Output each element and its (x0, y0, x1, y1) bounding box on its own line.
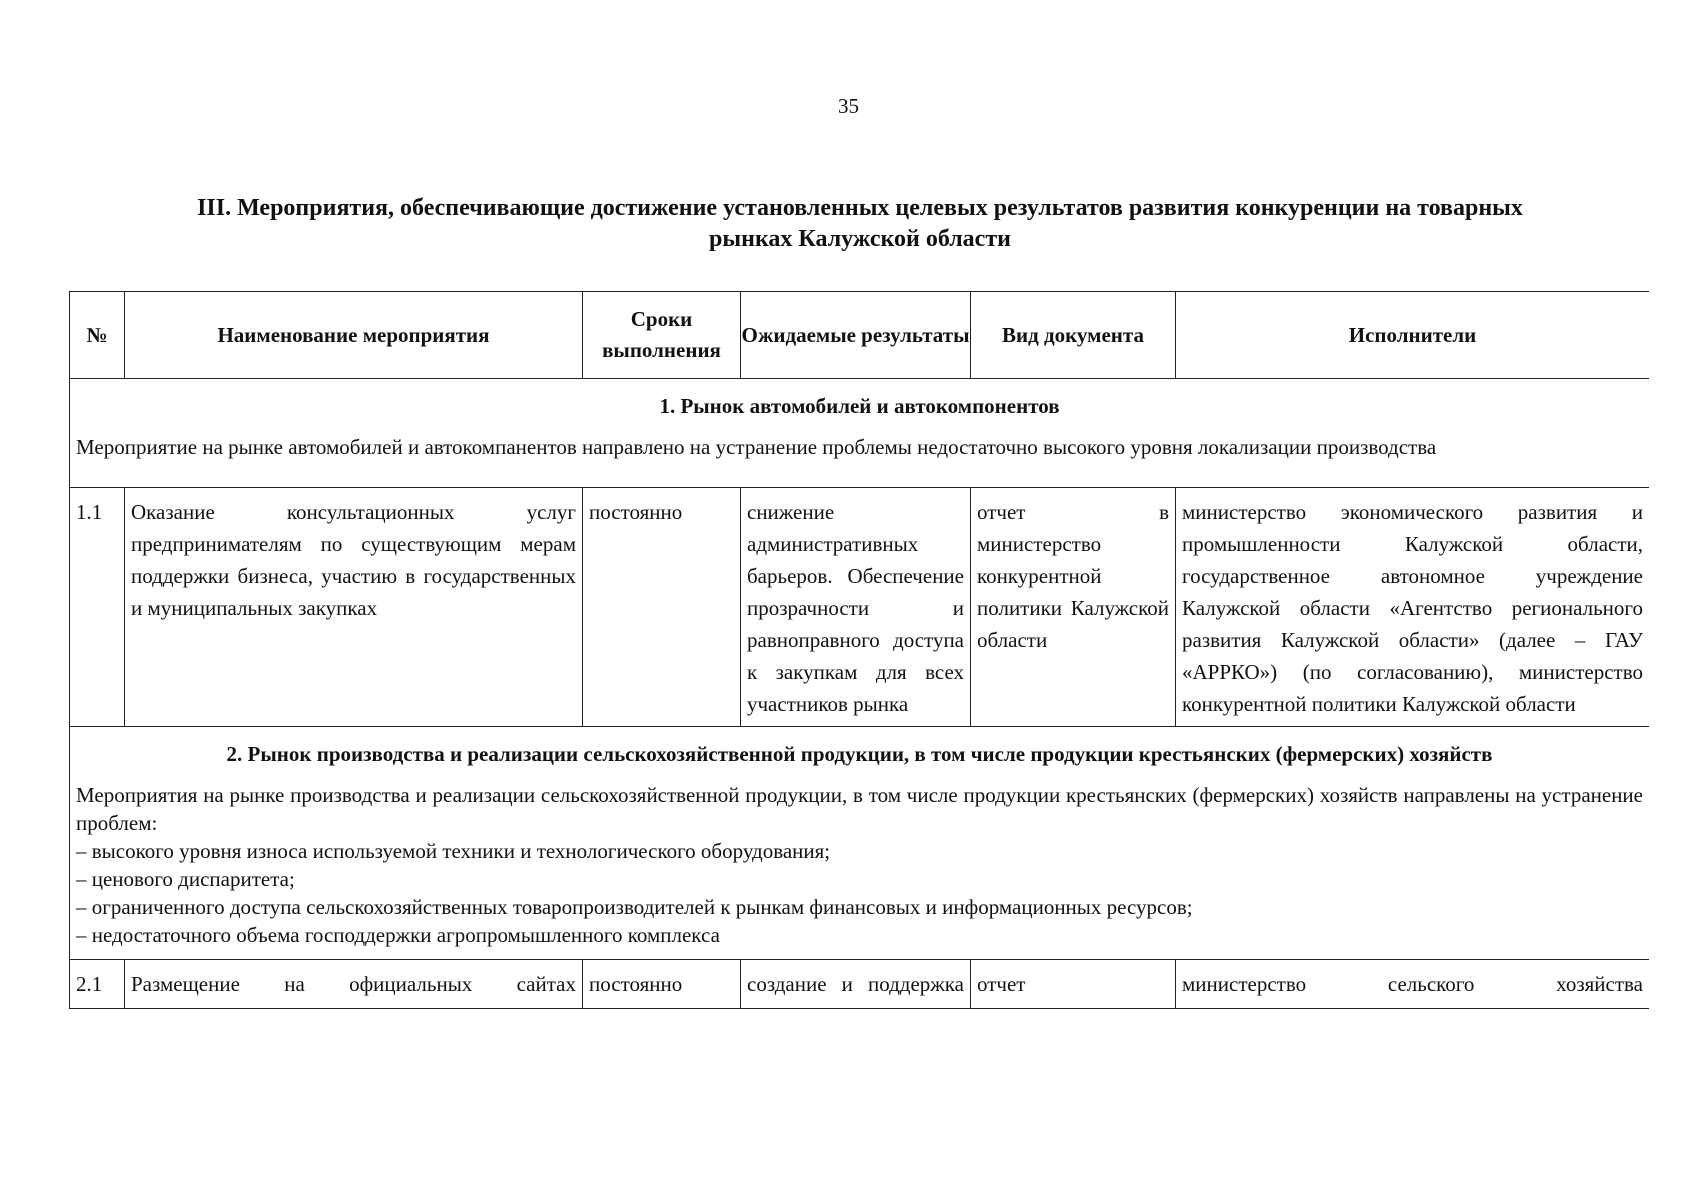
section-1-title: 1. Рынок автомобилей и автокомпонентов (659, 394, 1060, 418)
header-results: Ожидаемые результаты (741, 292, 971, 379)
document-title-line-1: III. Мероприятия, обеспечивающие достижение установленных целевых результатов развития конкуренции на товарных (197, 195, 1523, 221)
row-1-1-num (70, 488, 125, 727)
row-doc-type-text: отчет (977, 972, 1026, 996)
row-name-text: Оказание консультационных услуг предпринимателям по существующим мерам поддержки бизнеса, участию в государственных и муниципальных закупках (131, 500, 576, 620)
section-1-cell (70, 379, 1650, 488)
section-1-row (70, 379, 1650, 488)
measures-table (69, 291, 1649, 1009)
table-row (70, 488, 1650, 727)
document-title (110, 193, 1610, 255)
row-1-1-results (741, 488, 971, 727)
row-1-1-executors (1176, 488, 1650, 727)
header-num: № (70, 292, 125, 379)
row-terms-text: постоянно (589, 972, 683, 996)
section-2-problem-1: – высокого уровня износа используемой техники и технологического оборудования; (76, 839, 831, 863)
section-1-description: Мероприятие на рынке автомобилей и автокомпанентов направлено на устранение проблемы недостаточно высокого уровня локализации производства (76, 435, 1437, 459)
section-2-problem-2: – ценового диспаритета; (76, 867, 295, 891)
section-2-description-block (70, 773, 1649, 959)
row-name-text: Размещение на официальных сайтах (131, 972, 576, 996)
table-header-row (70, 292, 1650, 379)
row-results-text: создание и поддержка (747, 972, 964, 996)
row-1-1-terms (583, 488, 741, 727)
page-number: 35 (838, 94, 859, 118)
measures-table-container (69, 291, 1649, 1138)
section-2-problem-3: – ограниченного доступа сельскохозяйственных товаропроизводителей к рынкам финансовых и информационных ресурсов; (76, 895, 1193, 919)
section-2-cell (70, 727, 1650, 960)
row-2-1-name (125, 960, 583, 1009)
section-2-problem-4: – недостаточного объема господдержки агропромышленного комплекса (76, 923, 720, 947)
section-2-title: 2. Рынок производства и реализации сельскохозяйственной продукции, в том числе продукции крестьянских (фермерских) хозяйств (226, 742, 1493, 766)
row-results-text: снижение административных барьеров. Обеспечение прозрачности и равноправного доступа к закупкам для всех участников рынка (747, 500, 964, 716)
section-2-row (70, 727, 1650, 960)
row-num-text: 2.1 (76, 972, 103, 996)
row-2-1-num (70, 960, 125, 1009)
row-executors-text: министерство экономического развития и промышленности Калужской области, государственное автономное учреждение Калужской области «Агентство регионального развития Калужской области» (далее – ГАУ «АРРКО») (по согласованию), министерство конкурентной политики Калужской области (1182, 500, 1643, 716)
row-2-1-terms (583, 960, 741, 1009)
header-executors: Исполнители (1176, 292, 1650, 379)
row-executors-text: министерство сельского хозяйства (1182, 972, 1643, 996)
row-2-1-doc-type (971, 960, 1176, 1009)
row-1-1-doc-type (971, 488, 1176, 727)
row-doc-type-text: отчет в министерство конкурентной политики Калужской области (977, 500, 1169, 652)
row-2-1-executors (1176, 960, 1650, 1009)
section-2-description: Мероприятия на рынке производства и реализации сельскохозяйственной продукции, в том числе продукции крестьянских (фермерских) хозяйств направлены на устранение проблем: (76, 783, 1643, 835)
table-row (70, 960, 1650, 1009)
row-terms-text: постоянно (589, 500, 683, 524)
header-doc-type: Вид документа (971, 292, 1176, 379)
row-num-text: 1.1 (76, 500, 103, 524)
row-2-1-results (741, 960, 971, 1009)
header-terms: Сроки выполнения (583, 292, 741, 379)
row-1-1-name (125, 488, 583, 727)
header-name: Наименование мероприятия (125, 292, 583, 379)
document-title-line-2: рынках Калужской области (709, 226, 1011, 252)
